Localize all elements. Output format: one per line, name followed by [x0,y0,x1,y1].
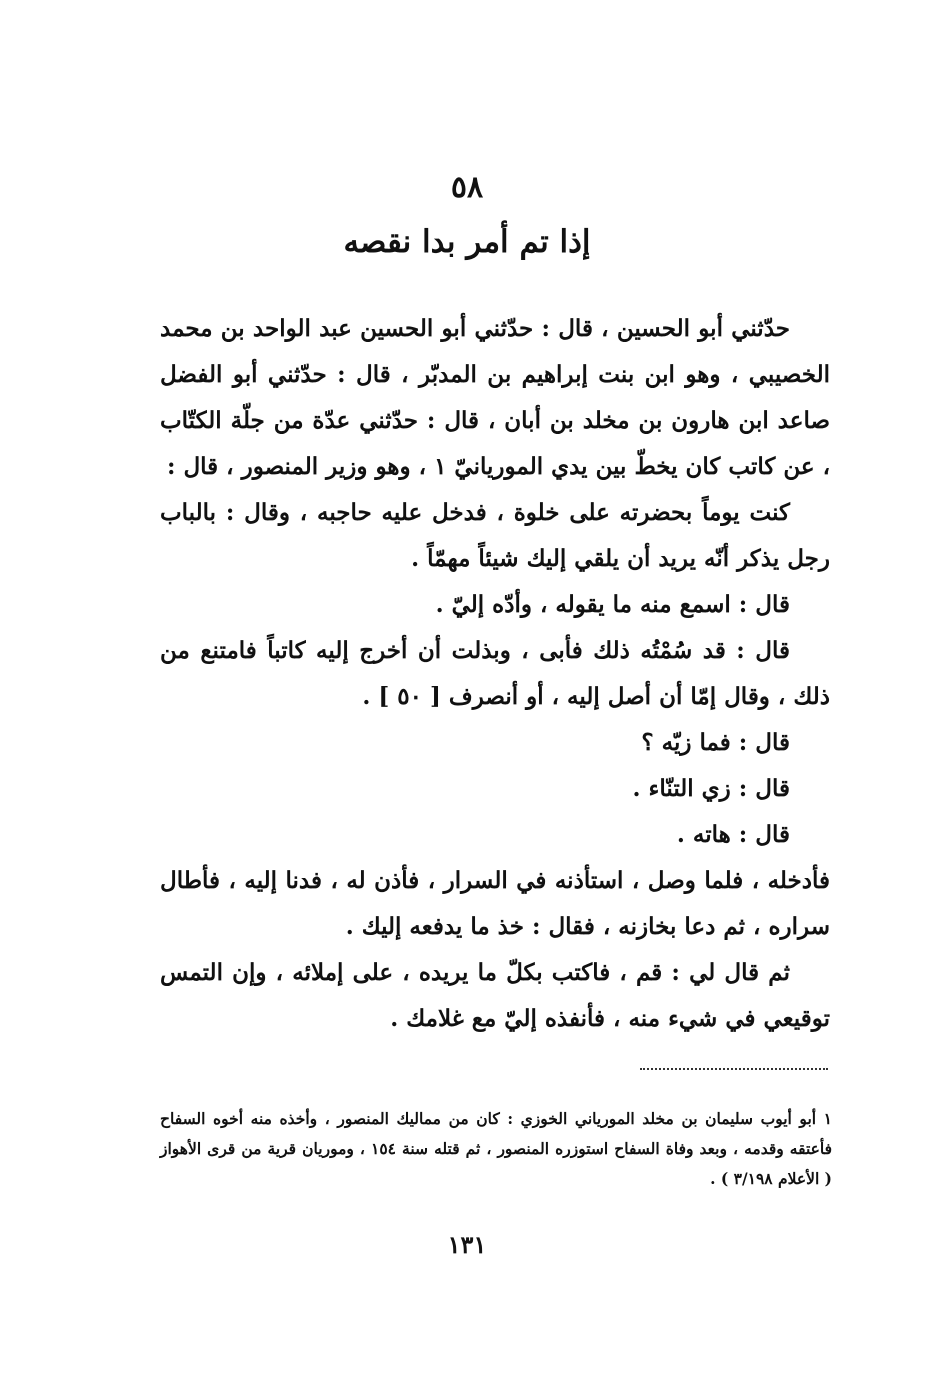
chapter-number: ٥٨ [450,170,484,205]
paragraph-narration: كنت يوماً بحضرته على خلوة ، فدخل عليه حاجبه ، وقال : بالباب رجل يذكر أنّه يريد أن يلقي إليك شيئاً مهمّاً . [160,499,830,572]
paragraph-dialogue: قال : قد سُمْتُه ذلك فأبى ، وبذلت أن أخرج إليه كاتباً فامتنع من ذلك ، وقال إمّا أن أصل إليه ، أو أنصرف [ ٥٠ ] . [160,637,830,710]
paragraph-narration: فأدخله ، فلما وصل ، استأذنه في السرار ، فأذن له ، فدنا إليه ، فأطال سراره ، ثم دعا بخازنه ، فقال : خذ ما يدفعه إليك . [160,867,830,940]
page-number: ١٣١ [447,1230,487,1259]
chapter-title: إذا تم أمر بدا نقصه [343,224,591,260]
paragraph-dialogue: قال : زي التنّاء . [632,775,790,802]
footnote: ١ أبو أيوب سليمان بن مخلد المورياني الخوزي : كان من مماليك المنصور ، وأخذه منه أخوه السفاح فأعتقه وقدمه ، وبعد وفاة السفاح استوزره المنصور ، ثم قتله سنة ١٥٤ ، وموريان قرية من قرى الأهواز ( الأعلام ٣/١٩٨ ) . [160,1109,832,1188]
paragraph-dialogue: قال : هاته . [676,821,790,848]
paragraph-narration: ثم قال لي : قم ، فاكتب بكلّ ما يريده ، على إملائه ، وإن التمس توقيعي في شيء منه ، فأنفذه إليّ مع غلامك . [160,959,830,1032]
paragraph-dialogue: قال : فما زيّه ؟ [641,729,790,756]
body-text [160,306,830,1042]
paragraph-dialogue: قال : اسمع منه ما يقوله ، وأدّه إليّ . [435,591,790,618]
paragraph-isnad: حدّثني أبو الحسين ، قال : حدّثني أبو الحسين عبد الواحد بن محمد الخصيبي ، وهو ابن بنت إبراهيم بن المدبّر ، قال : حدّثني أبو الفضل صاعد ابن هارون بن مخلد بن أبان ، قال : حدّثني عدّة من جلّة الكتّاب ، عن كاتب كان يخطّ بين يدي الموريانيّ ١ ، وهو وزير المنصور ، قال : [160,315,830,480]
footnote-divider [640,1068,828,1070]
